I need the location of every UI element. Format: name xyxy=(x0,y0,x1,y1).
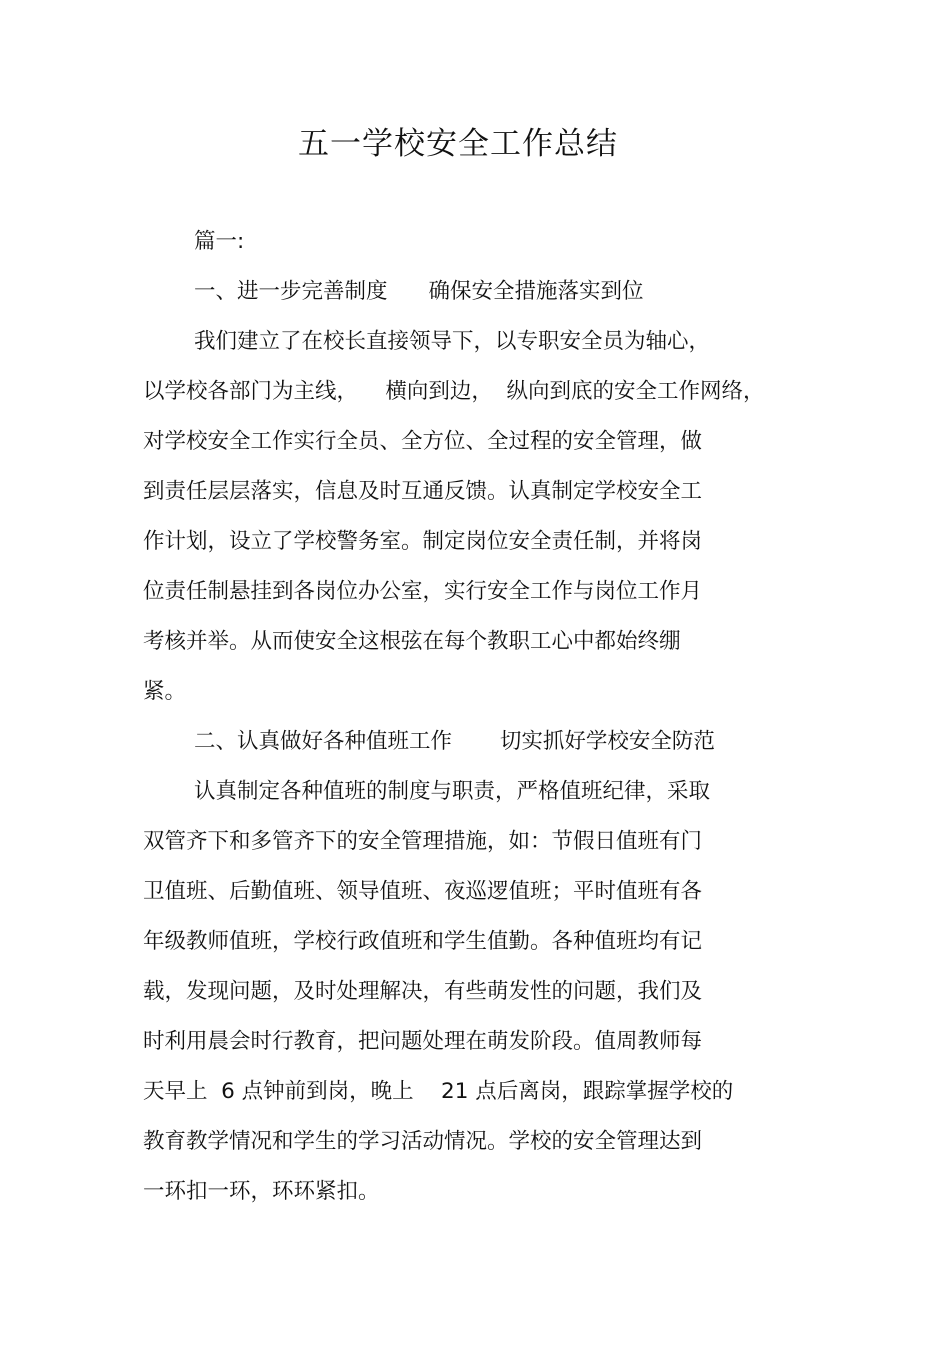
paragraph-line: 年级教师值班，学校行政值班和学生值勤。各种值班均有记 xyxy=(143,929,703,954)
paragraph-line: 考核并举。从而使安全这根弦在每个教职工心中都始终绷 xyxy=(143,629,681,654)
paragraph-line: 我们建立了在校长直接领导下，以专职安全员为轴心， xyxy=(194,329,711,354)
paragraph-line: 位责任制悬挂到各岗位办公室，实行安全工作与岗位工作月 xyxy=(143,579,703,604)
document-title: 五一学校安全工作总结 xyxy=(298,126,618,162)
paragraph-line: 教育教学情况和学生的学习活动情况。学校的安全管理达到 xyxy=(143,1129,703,1154)
paragraph-line: 到责任层层落实，信息及时互通反馈。认真制定学校安全工 xyxy=(143,479,703,504)
section-heading-2: 二、认真做好各种值班工作 切实抓好学校安全防范 xyxy=(194,729,715,754)
paragraph-line: 作计划，设立了学校警务室。制定岗位安全责任制，并将岗 xyxy=(143,529,703,554)
paragraph-line: 对学校安全工作实行全员、全方位、全过程的安全管理，做 xyxy=(143,429,703,454)
paragraph-line: 载，发现问题，及时处理解决，有些萌发性的问题，我们及 xyxy=(143,979,703,1004)
section-heading-1: 一、进一步完善制度 确保安全措施落实到位 xyxy=(194,279,644,304)
paragraph-line: 一环扣一环，环环紧扣。 xyxy=(143,1179,380,1204)
paragraph-line: 卫值班、后勤值班、领导值班、夜巡逻值班；平时值班有各 xyxy=(143,879,703,904)
section-label: 篇一: xyxy=(194,229,245,254)
paragraph-line: 紧。 xyxy=(143,679,187,704)
paragraph-line: 以学校各部门为主线， 横向到边， 纵向到底的安全工作网络， xyxy=(143,379,765,404)
paragraph-line: 时利用晨会时行教育，把问题处理在萌发阶段。值周教师每 xyxy=(143,1029,703,1054)
paragraph-line: 双管齐下和多管齐下的安全管理措施，如：节假日值班有门 xyxy=(143,829,703,854)
paragraph-line: 认真制定各种值班的制度与职责，严格值班纪律，采取 xyxy=(194,779,711,804)
paragraph-line: 天早上 6 点钟前到岗，晚上 21 点后离岗，跟踪掌握学校的 xyxy=(143,1079,734,1104)
